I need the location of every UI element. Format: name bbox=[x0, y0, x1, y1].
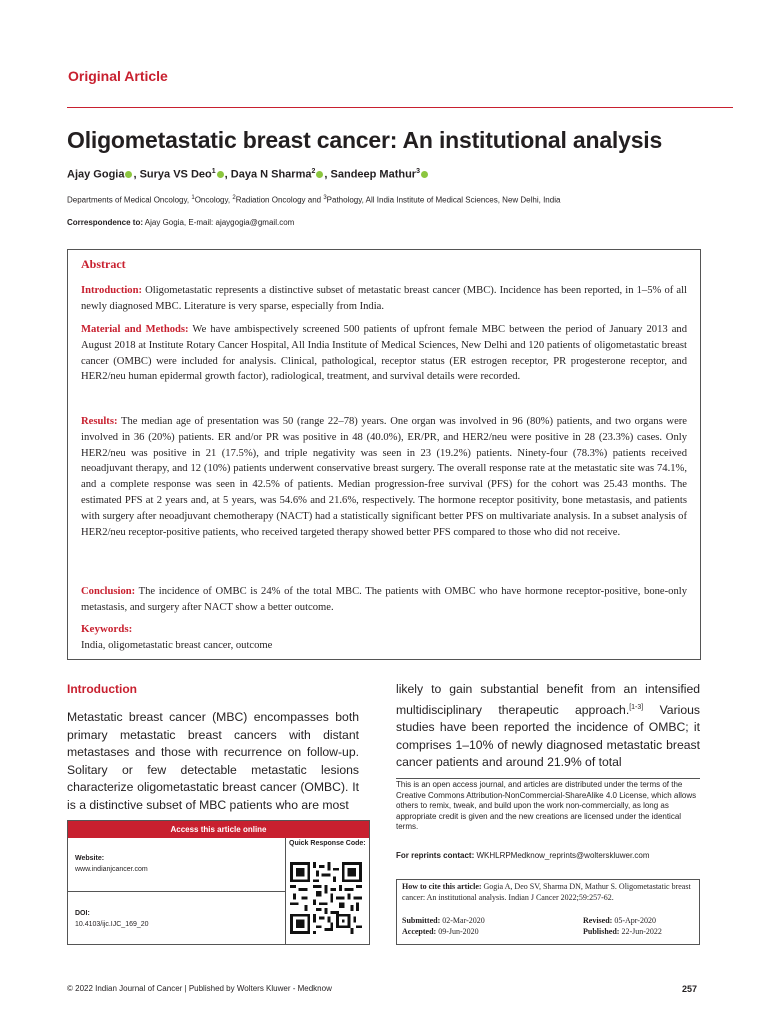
open-access-note: This is an open access journal, and articles are distributed under the terms of the Creative Commons Attribution-NonCommercial-ShareAlike 4.0 License, which allows others to remix, tweak, and build upon the work non-commercially, as long as appropriate credit is given and the new creations are licensed under the identical terms. bbox=[396, 780, 697, 832]
citation-text: How to cite this article: Gogia A, Deo SV, Sharma DN, Mathur S. Oligometastatic breast cancer: An institutional analysis. Indian J Cancer 2022;59:257-62. bbox=[402, 882, 691, 902]
published-date: Published: 22-Jun-2022 bbox=[583, 927, 662, 936]
author-affiliation-mark: 1 bbox=[211, 168, 216, 175]
orcid-icon[interactable] bbox=[125, 171, 132, 178]
doi-link[interactable]: 10.4103/ijc.IJC_169_20 bbox=[75, 921, 149, 928]
website-label: Website: bbox=[75, 855, 105, 862]
author-name[interactable]: Ajay Gogia bbox=[67, 168, 125, 181]
divider bbox=[68, 891, 285, 892]
introduction-heading: Introduction bbox=[67, 682, 137, 696]
abstract-methods: Material and Methods: We have ambispectively screened 500 patients of upfront female MBC between the period of January 2013 and August 2018 at Institute Rotary Cancer Hospital, All India Institute of Medical Sciences, New Delhi and 120 patients of oligometastatic breast cancer (OMBC) were included for analysis. Clinical, pathological, receptor status (ER estrogen receptor, PR progesterone receptor, and HER2/neu human epidermal growth factor), radiological, treatment, and survival details were recorded. bbox=[81, 324, 688, 383]
divider bbox=[396, 778, 700, 779]
author-name[interactable]: Daya N Sharma bbox=[230, 168, 312, 181]
divider bbox=[285, 838, 286, 944]
keywords-text: India, oligometastatic breast cancer, outcome bbox=[81, 640, 273, 651]
reprints-contact: For reprints contact: WKHLRPMedknow_reprints@wolterskluwer.com bbox=[396, 851, 650, 860]
submitted-date: Submitted: 02-Mar-2020 bbox=[402, 916, 485, 925]
accepted-date: Accepted: 09-Jun-2020 bbox=[402, 927, 479, 936]
article-title: Oligometastatic breast cancer: An institutional analysis bbox=[67, 127, 663, 153]
orcid-icon[interactable] bbox=[421, 171, 428, 178]
author-list: Ajay Gogia , Surya VS Deo$^1$ , Daya N Sharma$^2$ , Sandeep Mathur$^3$ bbox=[67, 168, 429, 181]
reprints-email[interactable]: WKHLRPMedknow_reprints@wolterskluwer.com bbox=[474, 851, 650, 860]
page-number: 257 bbox=[682, 984, 698, 994]
abstract-results: Results: The median age of presentation was 50 (range 22–78) years. One organ was involved in 96 (80%) patients, and two organs were involved in 36 (20%) patients. ER and/or PR was positive in 48 (40.0%), ER/PR, and HER2/neu were positive in 28 (23.3%) cases. Only HER2/neu was positive in 21 (17.5%), and triple negativity was seen in 23 (19.2%) patients. Ninety-four (78.3%) patients received neoadjuvant therapy, and 12 (10%) patients underwent conservative breast surgery. The overall response rate at the metastatic site was 74.1%, and a complete response was seen in 42.5% of patients. Median progression-free survival (PFS) for the cohort was 25.43 months. The estimated PFS at 2 years and, at 5 years, was 54.6% and 21.6%, respectively. The hormone receptor positivity, bone metastasis, and patients with surgery after neoadjuvant chemotherapy (NACT) had a statistically significant better PFS on multivariate analysis. In a subset analysis of HER2/neu receptor-positive patients, who received targeted therapy showed better PFS compared to those who did not receive. bbox=[81, 416, 687, 538]
keywords-heading: Keywords: bbox=[81, 623, 133, 635]
author-affiliation-mark: 3 bbox=[416, 168, 420, 175]
orcid-icon[interactable] bbox=[217, 171, 224, 178]
revised-date: Revised: 05-Apr-2020 bbox=[583, 916, 656, 925]
introduction-column-2: likely to gain substantial benefit from an intensified multidisciplinary therapeutic approach.[1-3] Various studies have been reported the incidence of OMBC; it comprises 1–10% of newly diagnosed metastatic breast cancer patients and around 21.9% of total bbox=[396, 682, 700, 770]
access-article-header: Access this article online bbox=[68, 821, 369, 838]
orcid-icon[interactable] bbox=[316, 171, 323, 178]
abstract-conclusion: Conclusion: The incidence of OMBC is 24% of the total MBC. The patients with OMBC who have hormone receptor-positive, bone-only metastasis, and surgery after NACT show a better outcome. bbox=[81, 586, 687, 613]
author-name[interactable]: Sandeep Mathur bbox=[330, 168, 417, 181]
correspondence-email[interactable]: Ajay Gogia, E-mail: ajaygogia@gmail.com bbox=[143, 218, 295, 227]
qr-label: Quick Response Code: bbox=[289, 840, 366, 847]
citation-reference[interactable]: [1-3] bbox=[629, 703, 644, 711]
affiliations: Departments of Medical Oncology, $^1$Oncology, $^2$Radiation Oncology and $^3$Pathology, All India Institute of Medical Sciences, New Delhi, India bbox=[67, 195, 561, 205]
abstract-introduction: Introduction: Oligometastatic represents a distinctive subset of metastatic breast cancer (MBC). Incidence has been reported, in 1–5% of all newly diagnosed MBC. Literature is very sparse, especially from India. bbox=[81, 285, 687, 312]
author-name[interactable]: Surya VS Deo bbox=[139, 168, 212, 181]
footer-copyright: © 2022 Indian Journal of Cancer | Published by Wolters Kluwer - Medknow bbox=[67, 984, 332, 993]
correspondence: Correspondence to: Ajay Gogia, E-mail: ajaygogia@gmail.com bbox=[67, 218, 295, 227]
section-label: Original Article bbox=[68, 68, 168, 84]
abstract-title: Abstract bbox=[81, 257, 126, 271]
qr-code-icon[interactable] bbox=[290, 862, 362, 934]
header-rule bbox=[67, 107, 733, 108]
introduction-column-1: Metastatic breast cancer (MBC) encompasses both primary metastatic breast cancers with distant metastases and those with recurrence on follow-up. Solitary or few detectable metastatic lesions characterize oligometastatic breast cancer (OMBC). It is a distinctive subset of MBC patients who are most bbox=[67, 710, 359, 812]
author-affiliation-mark: 2 bbox=[311, 168, 316, 175]
doi-label: DOI: bbox=[75, 910, 90, 917]
website-link[interactable]: www.indianjcancer.com bbox=[75, 866, 148, 873]
